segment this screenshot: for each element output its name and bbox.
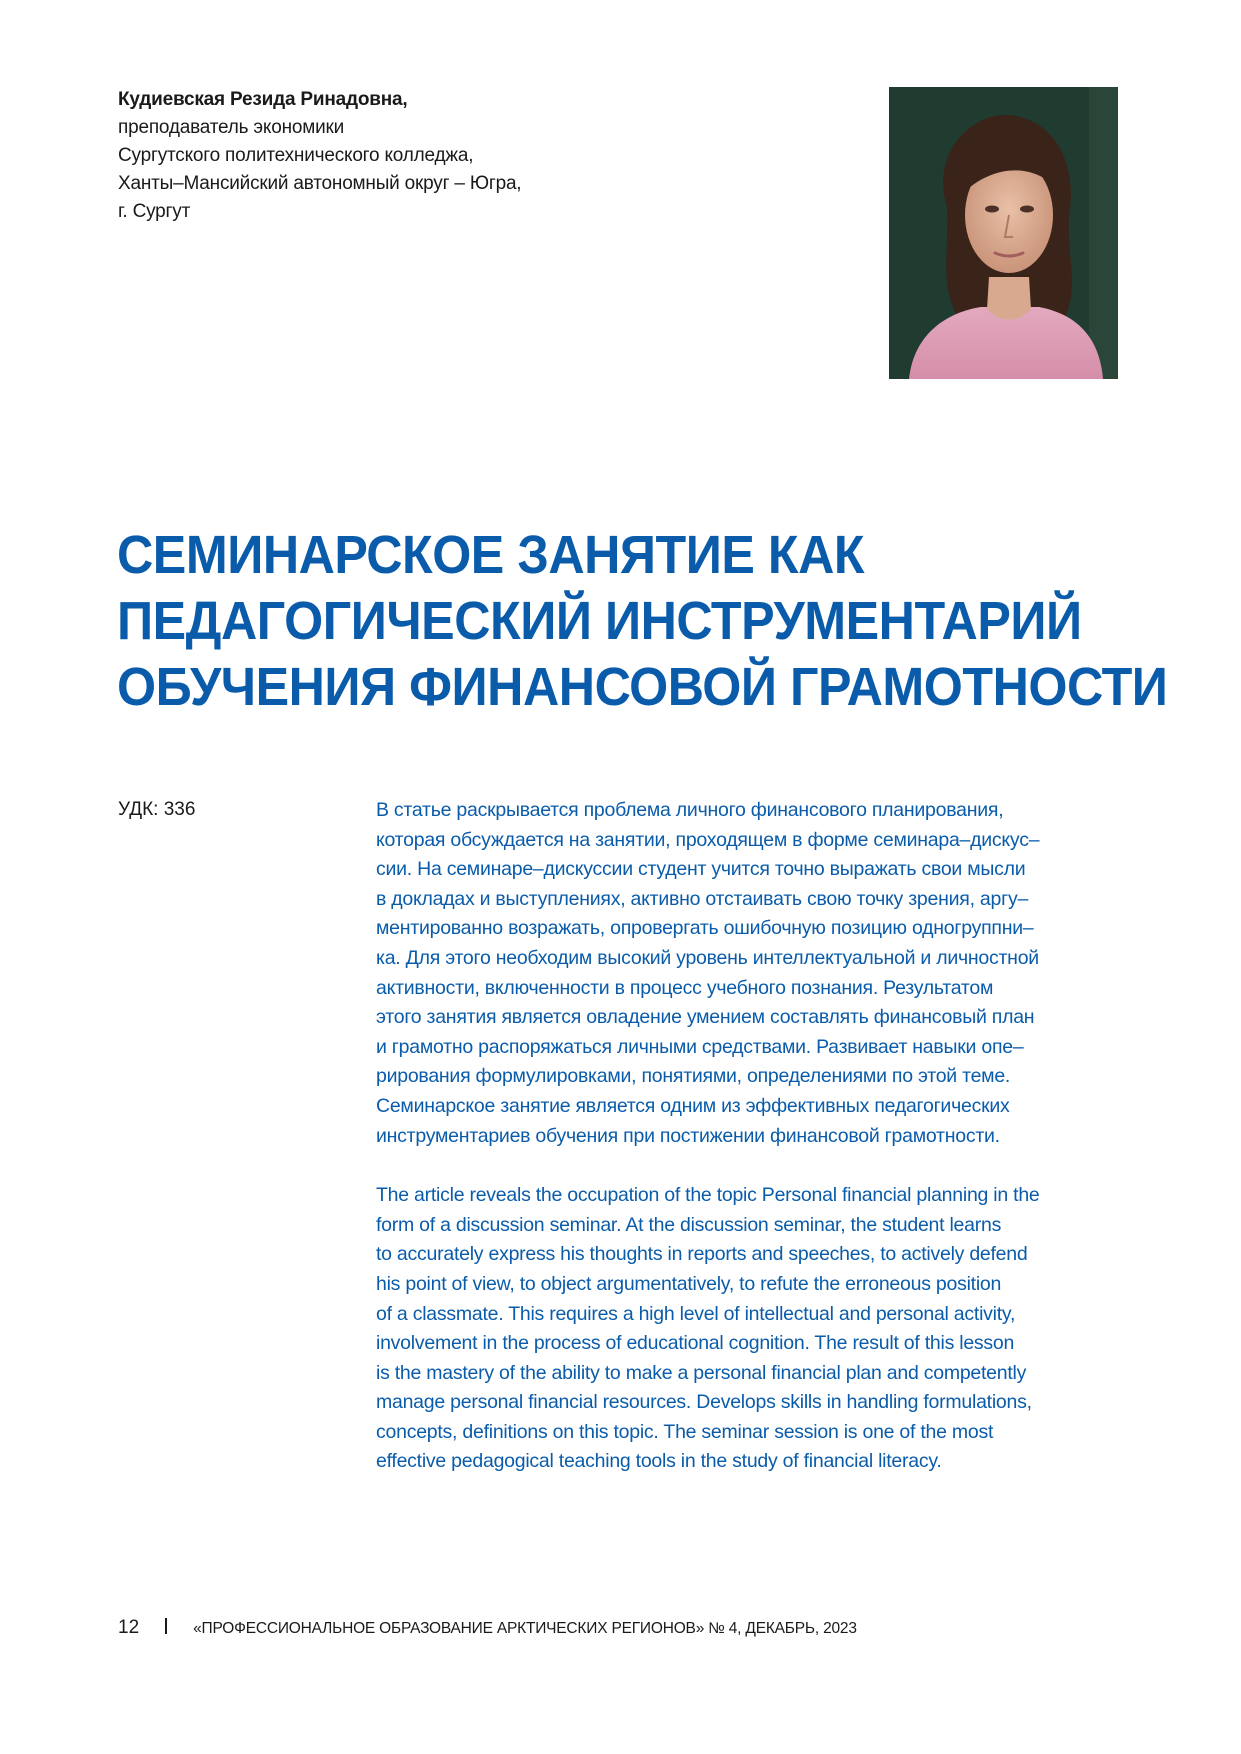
abstract-en-line: of a classmate. This requires a high level of intellectual and personal activity, (376, 1302, 1016, 1325)
journal-citation: «ПРОФЕССИОНАЛЬНОЕ ОБРАЗОВАНИЕ АРКТИЧЕСКИХ РЕГИОНОВ» № 4, ДЕКАБРЬ, 2023 (193, 1620, 857, 1637)
footer-divider (165, 1618, 167, 1634)
article-title (117, 522, 1168, 720)
abstract-ru-line: В статье раскрывается проблема личного финансового планирования, (376, 799, 1004, 821)
page-number: 12 (118, 1617, 140, 1638)
author-city: г. Сургут (118, 201, 191, 222)
author-position: преподаватель экономики (118, 117, 345, 138)
abstract-en-line: manage personal financial resources. Develops skills in handling formulations, (376, 1391, 1032, 1414)
abstract-ru-line: Семинарское занятие является одним из эффективных педагогических (376, 1094, 1010, 1117)
abstract-en-line: to accurately express his thoughts in reports and speeches, to actively defend (376, 1243, 1028, 1266)
abstract-ru-line: ментированно возражать, опровергать ошибочную позицию одногруппни– (376, 917, 1034, 940)
abstract-en-line: concepts, definitions on this topic. The seminar session is one of the most (376, 1420, 994, 1443)
abstract-ru-line: рирования формулировками, понятиями, определениями по этой теме. (376, 1065, 1011, 1088)
abstract-ru-line: которая обсуждается на занятии, проходящем в форме семинара–дискус– (376, 828, 1040, 851)
page-footer (118, 1616, 857, 1641)
author-region: Ханты–Мансийский автономный округ – Югра, (118, 173, 522, 194)
abstract-ru-line: в докладах и выступлениях, активно отстаивать свою точку зрения, аргу– (376, 887, 1029, 910)
abstract-ru-line: инструментариев обучения при постижении финансовой грамотности. (376, 1124, 1000, 1147)
title-line: ПЕДАГОГИЧЕСКИЙ ИНСТРУМЕНТАРИЙ (117, 591, 1082, 651)
abstract-en-line: is the mastery of the ability to make a personal financial plan and competently (376, 1361, 1027, 1384)
author-block (118, 86, 758, 226)
udk-code: УДК: 336 (118, 799, 196, 820)
abstract-ru-line: этого занятия является овладение умением составлять финансовый план (376, 1006, 1035, 1029)
author-name: Кудиевская Резида Ринадовна, (118, 89, 408, 110)
abstract-en-line: form of a discussion seminar. At the discussion seminar, the student learns (376, 1213, 1002, 1236)
title-line: ОБУЧЕНИЯ ФИНАНСОВОЙ ГРАМОТНОСТИ (117, 657, 1168, 717)
abstract-en-line: The article reveals the occupation of the topic Personal financial planning in the (376, 1184, 1040, 1207)
abstract-ru-line: ка. Для этого необходим высокий уровень интеллектуальной и личностной (376, 946, 1039, 969)
abstract-ru-line: и грамотно распоряжаться личными средствами. Развивает навыки опе– (376, 1035, 1024, 1058)
paragraph-gap (376, 1151, 1136, 1181)
abstract-ru-line: активности, включенности в процесс учебного познания. Результатом (376, 976, 994, 999)
abstract-en-line: effective pedagogical teaching tools in the study of financial literacy. (376, 1450, 942, 1473)
abstract-en-line: his point of view, to object argumentatively, to refute the erroneous position (376, 1272, 1002, 1295)
abstract-en-line: involvement in the process of educational cognition. The result of this lesson (376, 1332, 1015, 1355)
abstract-ru-line: сии. На семинаре–дискуссии студент учится точно выражать свои мысли (376, 858, 1026, 881)
abstract (376, 796, 1136, 1477)
author-institution: Сургутского политехнического колледжа, (118, 145, 474, 166)
title-line: СЕМИНАРСКОЕ ЗАНЯТИЕ КАК (117, 525, 865, 585)
author-photo (889, 87, 1118, 379)
